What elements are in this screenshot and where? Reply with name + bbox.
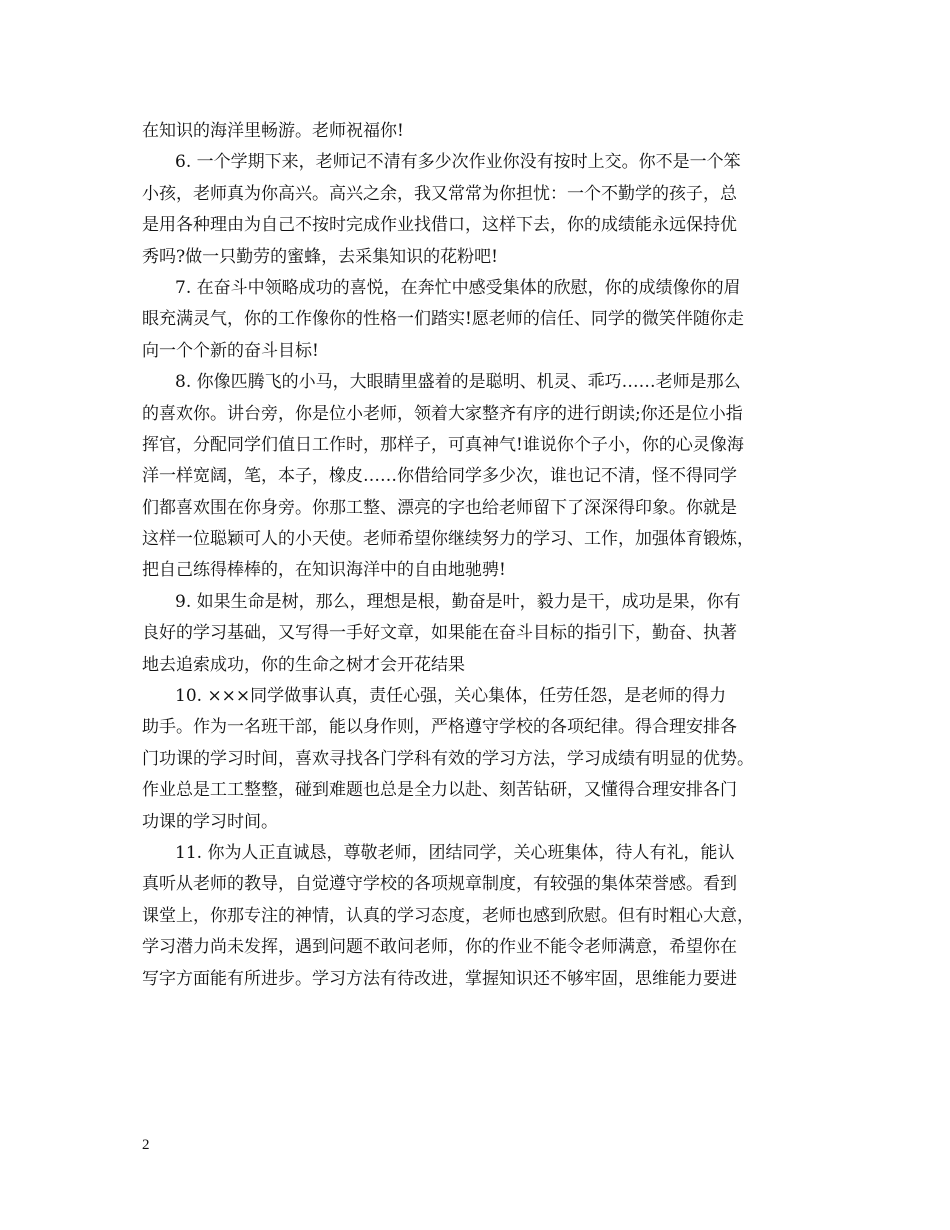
- text-line: 挥官，分配同学们值日工作时，那样子，可真神气!谁说你个子小，你的心灵像海: [142, 434, 744, 455]
- paragraph-9-start: 9. 如果生命是树，那么，理想是根，勤奋是叶，毅力是干，成功是果，你有: [175, 591, 741, 612]
- text-line: 学习潜力尚未发挥，遇到问题不敢问老师，你的作业不能令老师满意，希望你在: [142, 937, 737, 958]
- text-line: 眼充满灵气，你的工作像你的性格一们踏实!愿老师的信任、同学的微笑伴随你走: [142, 309, 744, 330]
- text-line: 们都喜欢围在你身旁。你那工整、漂亮的字也给老师留下了深深得印象。你就是: [142, 497, 737, 518]
- text-line: 作业总是工工整整，碰到难题也总是全力以赴、刻苦钻研，又懂得合理安排各门: [142, 780, 737, 801]
- document-body: [142, 116, 822, 995]
- paragraph-8-start: 8. 你像匹腾飞的小马，大眼睛里盛着的是聪明、机灵、乖巧……老师是那么: [175, 372, 741, 393]
- paragraph-11-start: 11. 你为人正直诚恳，尊敬老师，团结同学，关心班集体，待人有礼，能认: [175, 842, 735, 863]
- text-line: 向一个个新的奋斗目标!: [142, 340, 319, 361]
- paragraph-7-start: 7. 在奋斗中领略成功的喜悦，在奔忙中感受集体的欣慰，你的成绩像你的眉: [175, 277, 741, 298]
- page-number: 2: [142, 1137, 150, 1153]
- text-line: 写字方面能有所进步。学习方法有待改进，掌握知识还不够牢固，思维能力要进: [142, 968, 737, 989]
- text-line: 真听从老师的教导，自觉遵守学校的各项规章制度，有较强的集体荣誉感。看到: [142, 874, 737, 895]
- text-line: 良好的学习基础，又写得一手好文章，如果能在奋斗目标的指引下，勤奋、执著: [142, 623, 737, 644]
- text-line: 功课的学习时间。: [142, 811, 278, 832]
- text-line: 在知识的海洋里畅游。老师祝福你!: [142, 121, 404, 141]
- text-line: 小孩，老师真为你高兴。高兴之余，我又常常为你担忧：一个不勤学的孩子，总: [142, 183, 737, 204]
- text-line: 门功课的学习时间，喜欢寻找各门学科有效的学习方法，学习成绩有明显的优势。: [142, 748, 754, 769]
- text-line: 地去追索成功，你的生命之树才会开花结果: [142, 654, 465, 675]
- text-line: 课堂上，你那专注的神情，认真的学习态度，老师也感到欣慰。但有时粗心大意，: [142, 905, 754, 926]
- text-line: 把自己练得棒棒的，在知识海洋中的自由地驰骋!: [142, 560, 506, 581]
- text-line: 洋一样宽阔，笔，本子，橡皮……你借给同学多少次，谁也记不清，怪不得同学: [142, 466, 737, 487]
- paragraph-6-start: 6. 一个学期下来，老师记不清有多少次作业你没有按时上交。你不是一个笨: [175, 152, 741, 173]
- text-line: 的喜欢你。讲台旁，你是位小老师，领着大家整齐有序的进行朗读;你还是位小指: [142, 403, 743, 424]
- text-line: 这样一位聪颖可人的小天使。老师希望你继续努力的学习、工作，加强体育锻炼，: [142, 529, 754, 550]
- text-line: 是用各种理由为自己不按时完成作业找借口，这样下去，你的成绩能永远保持优: [142, 215, 737, 236]
- text-line: 秀吗?做一只勤劳的蜜蜂，去采集知识的花粉吧!: [142, 246, 498, 267]
- paragraph-10-start: 10. ×××同学做事认真，责任心强，关心集体，任劳任怨，是老师的得力: [175, 686, 727, 707]
- text-line: 助手。作为一名班干部，能以身作则，严格遵守学校的各项纪律。得合理安排各: [142, 717, 737, 738]
